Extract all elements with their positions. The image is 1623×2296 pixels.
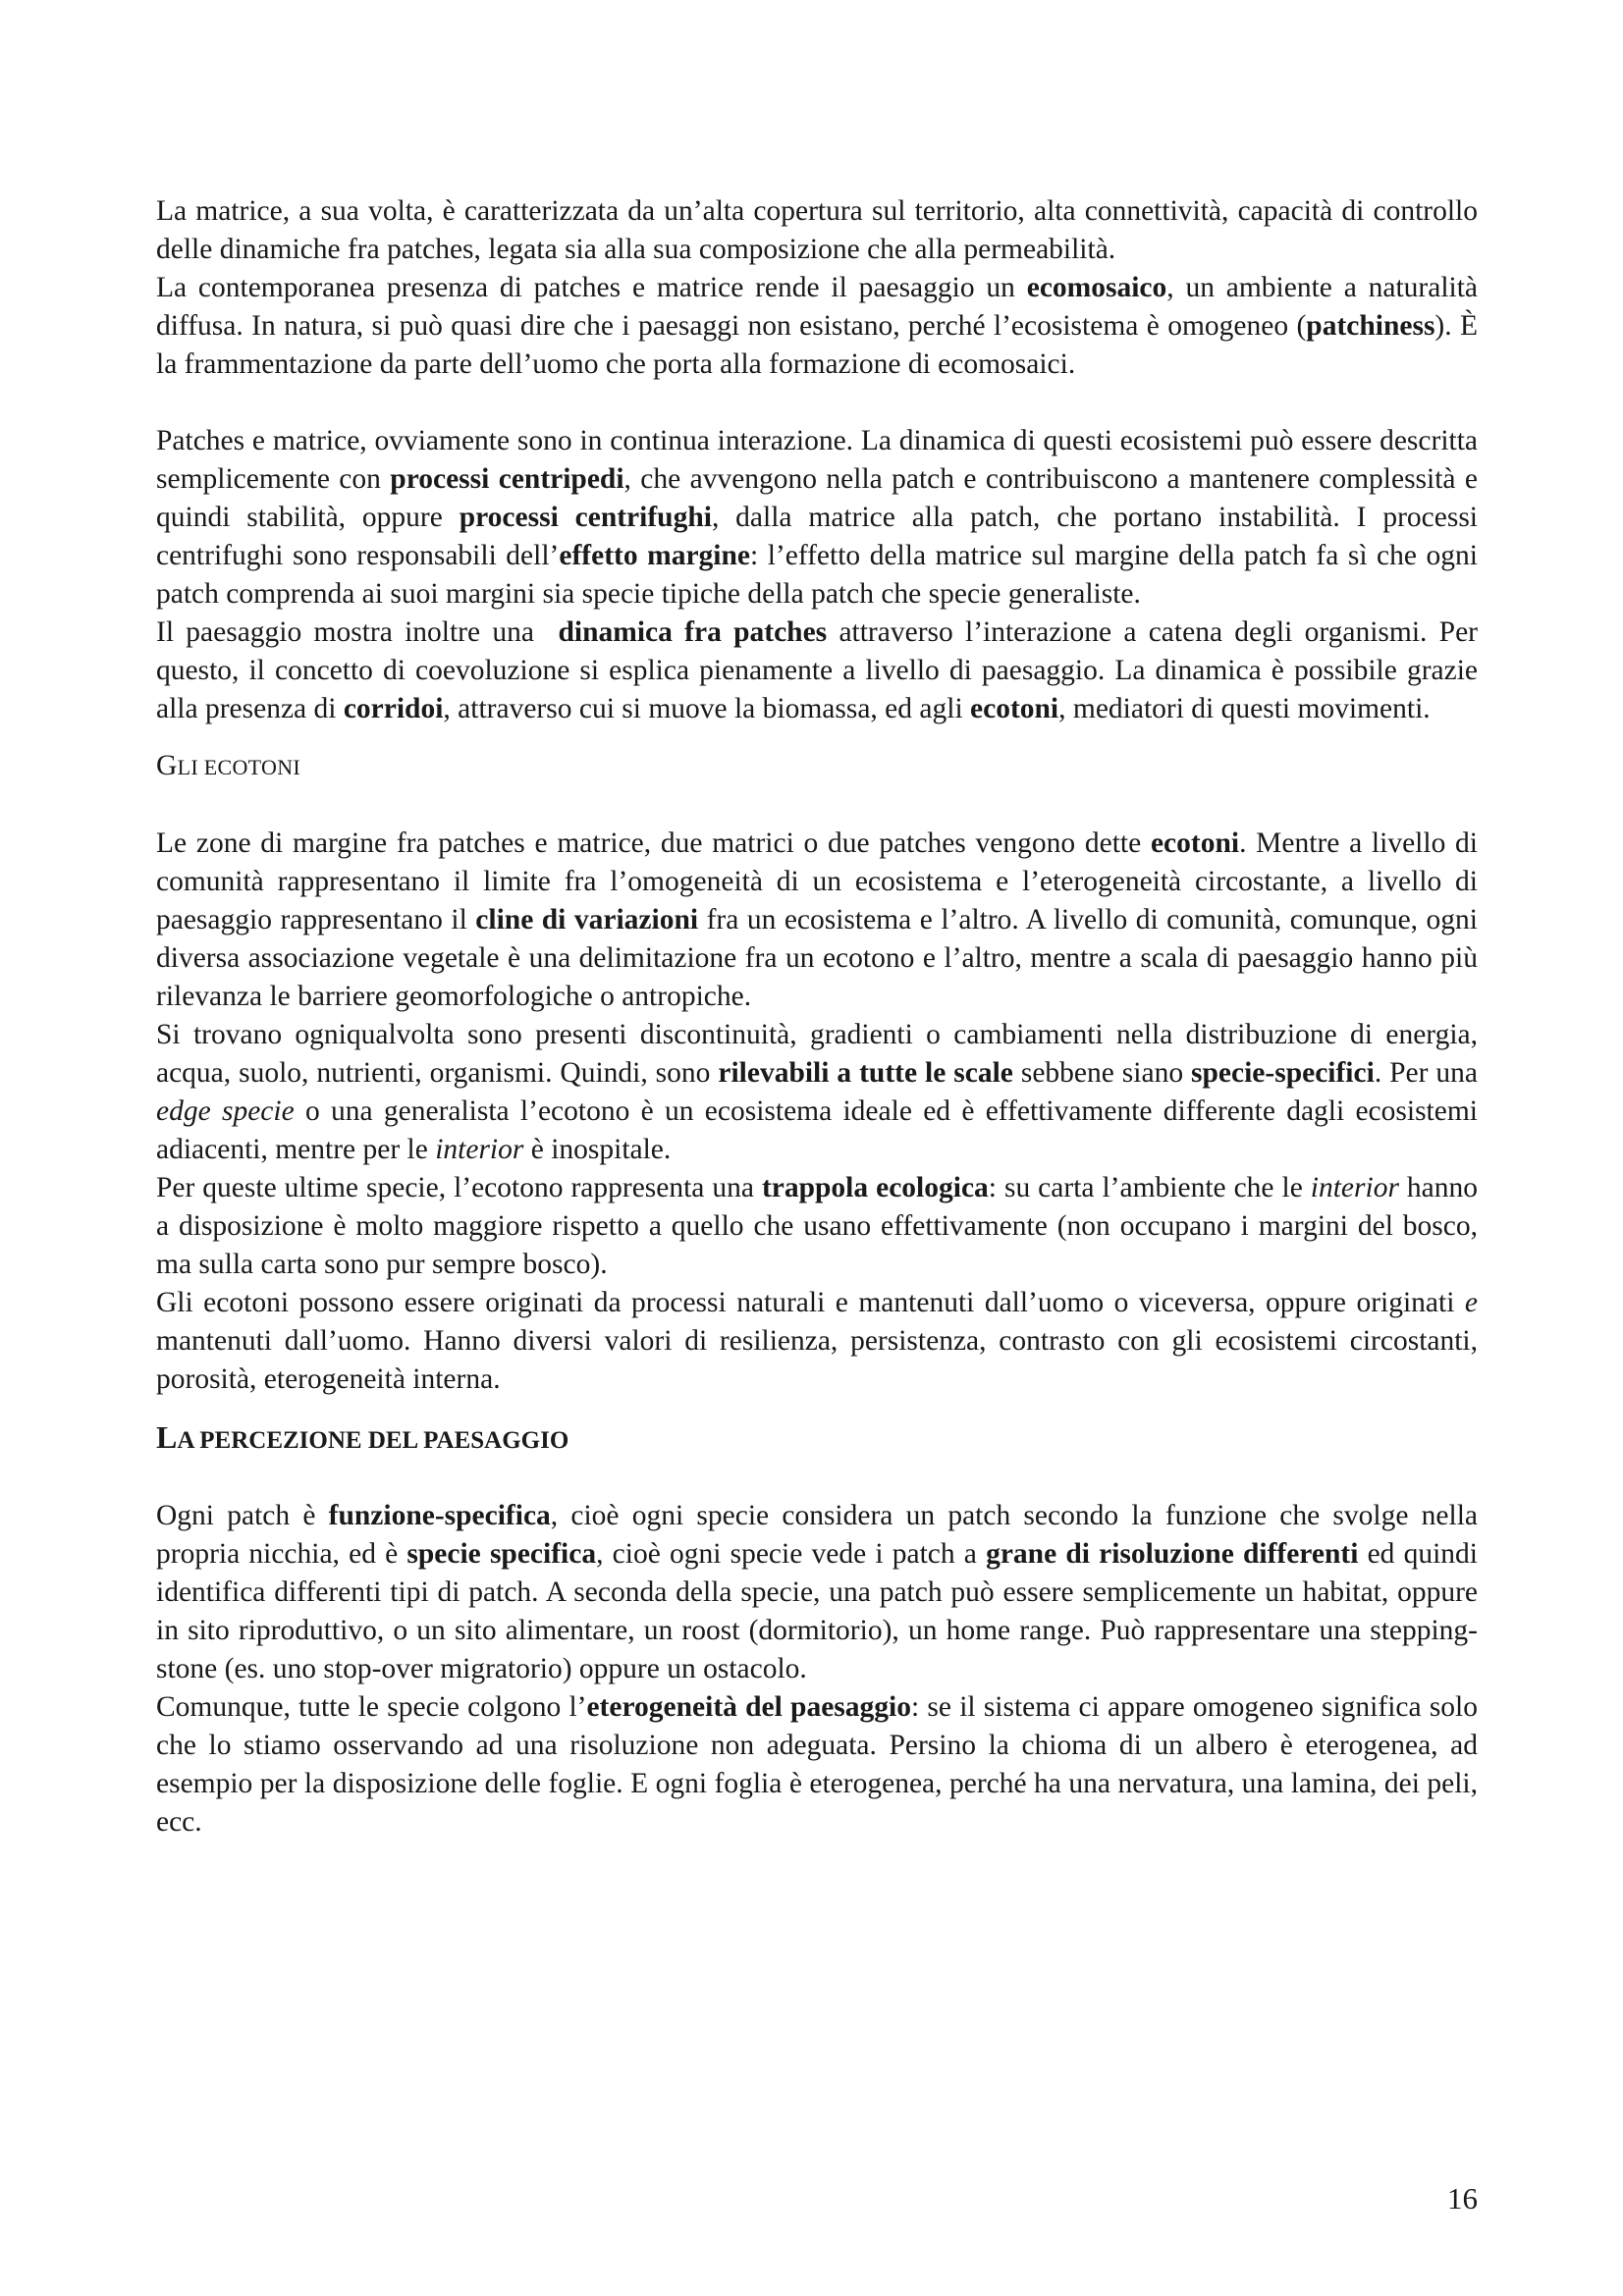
text: Ogni patch è [156,1500,329,1531]
term-corridoi: corridoi [343,693,444,724]
term-ecotoni: ecotoni [1150,828,1240,859]
text: Gli ecotoni possono essere originati da processi naturali e mantenuti dall’uomo o viceversa, oppure originati [156,1287,1465,1318]
text: Le zone di margine fra patches e matrice, due matrici o due patches vengono dette [156,828,1151,859]
text: La contemporanea presenza di patches e matrice rende il paesaggio un [156,272,1027,303]
paragraph-ecomosaico [156,269,1478,384]
text: : l’effetto della matrice sul margine della patch fa sì che ogni patch comprenda ai suoi margini sia specie tipiche della patch che specie generaliste. [156,540,1478,610]
text: , cioè ogni specie vede i patch a [596,1538,987,1570]
text: , un ambiente a naturalità diffusa. In natura, si può quasi dire che i paesaggi non esistano, perché l’ecosistema è omogeneo ( [156,272,1478,342]
paragraph-funzione-specifica [156,1497,1478,1688]
term-grane-di-risoluzione: grane di risoluzione differenti [986,1538,1359,1570]
text: ed quindi identifica differenti tipi di patch. A seconda della specie, una patch può essere semplicemente un habitat, oppure in sito riproduttivo, o un sito alimentare, un roost (dormitorio), un home range. Può rappresentare una stepping-stone (es. uno stop-over migratorio) oppure un ostacolo. [156,1538,1478,1684]
text: mantenuti dall’uomo. Hanno diversi valori di resilienza, persistenza, contrasto con gli ecosistemi circostanti, porosità, eterogeneità interna. [156,1325,1478,1395]
text: , dalla matrice alla patch, che portano instabilità. I processi centrifughi sono responsabili dell’ [156,502,1479,571]
text: hanno a disposizione è molto maggiore rispetto a quello che usano effettivamente (non occupano i margini del bosco, ma sulla carta sono pur sempre bosco). [156,1172,1479,1280]
text: sebbene siano [1012,1057,1192,1089]
text: , cioè ogni specie considera un patch secondo la funzione che svolge nella propria nicchia, ed è [156,1500,1478,1570]
term-processi-centrifughi: processi centrifughi [459,502,712,533]
term-edge-specie: edge specie [156,1095,295,1127]
term-trappola-ecologica: trappola ecologica [761,1172,989,1203]
text: o una generalista l’ecotono è un ecosistema ideale ed è effettivamente differente dagli ecosistemi adiacenti, mentre per le [156,1095,1478,1165]
text: : se il sistema ci appare omogeneo significa solo che lo stiamo osservando ad una risoluzione non adeguata. Persino la chioma di un albero è eterogenea, ad esempio per la disposizione delle foglie. E ogni foglia è eterogenea, perché ha una nervatura, una lamina, dei peli, ecc. [156,1691,1478,1838]
text: attraverso l’interazione a catena degli organismi. Per questo, il concetto di coevoluzione si esplica pienamente a livello di paesaggio. La dinamica è possibile grazie alla presenza di [156,616,1478,724]
paragraph-interazione [156,422,1478,614]
term-e: e [1464,1287,1478,1318]
text: fra un ecosistema e l’altro. A livello di comunità, comunque, ogni diversa associazione vegetale è una delimitazione fra un ecotono e l’altro, mentre a scala di paesaggio hanno più rilevanza le barriere geomorfologiche o antropiche. [156,904,1478,1012]
term-cline-di-variazioni: cline di variazioni [475,904,699,935]
text: . Mentre a livello di comunità rappresentano il limite fra l’omogeneità di un ecosistema e l’eterogeneità circostante, a livello di paesaggio rappresentano il [156,828,1478,935]
text: , che avvengono nella patch e contribuiscono a mantenere complessità e quindi stabilità, oppure [156,463,1478,533]
text: : su carta l’ambiente che le [988,1172,1311,1203]
paragraph-discontinuita [156,1016,1478,1169]
text: Per queste ultime specie, l’ecotono rappresenta una [156,1172,762,1203]
text: , attraverso cui si muove la biomassa, ed agli [443,693,971,724]
term-specie-specifici: specie-specifici [1191,1057,1375,1089]
paragraph-origine [156,1284,1478,1399]
paragraph-matrice [156,192,1478,269]
term-dinamica-fra-patches: dinamica fra patches [558,616,828,648]
section-heading-percezione [156,1418,1478,1460]
term-effetto-margine: effetto margine [559,540,750,571]
term-rilevabili: rilevabili a tutte le scale [718,1057,1013,1089]
term-eterogeneita: eterogeneità del paesaggio [586,1691,911,1723]
term-processi-centripedi: processi centripedi [390,463,624,495]
text: è inospitale. [523,1134,672,1165]
term-ecomosaico: ecomosaico [1026,272,1167,303]
paragraph-dinamica [156,614,1478,728]
text: . Per una [1374,1057,1479,1089]
paragraph-trappola [156,1169,1478,1284]
text: Patches e matrice, ovviamente sono in continua interazione. La dinamica di questi ecosistemi può essere descritta semplicemente con [156,425,1478,495]
text: La matrice, a sua volta, è caratterizzata da un’alta copertura sul territorio, alta connettività, capacità di controllo delle dinamiche fra patches, legata sia alla sua composizione che alla permeabilità. [156,195,1478,265]
heading-rest: LI ECOTONI [177,755,301,779]
section-heading-gli-ecotoni [156,747,1478,786]
heading-initial: L [156,1419,178,1455]
spacer [156,384,1478,422]
text: Si trovano ogniqualvolta sono presenti discontinuità, gradienti o cambiamenti nella distribuzione di energia, acqua, suolo, nutrienti, organismi. Quindi, sono [156,1019,1478,1089]
text: ). È la frammentazione da parte dell’uomo che porta alla formazione di ecomosaici. [156,310,1479,380]
heading-initial: G [156,750,178,781]
text: Comunque, tutte le specie colgono l’ [156,1691,587,1723]
term-interior: interior [435,1134,524,1165]
paragraph-eterogeneita [156,1688,1478,1842]
term-ecotoni: ecotoni [970,693,1059,724]
term-patchiness: patchiness [1306,310,1435,342]
page-number: 16 [1447,2181,1478,2216]
term-funzione-specifica: funzione-specifica [328,1500,551,1531]
text: , mediatori di questi movimenti. [1058,693,1431,724]
term-specie-specifica: specie specifica [406,1538,597,1570]
term-interior: interior [1310,1172,1399,1203]
text: Il paesaggio mostra inoltre una [156,616,559,648]
page-content [156,192,1478,1842]
heading-rest: A PERCEZIONE DEL PAESAGGIO [177,1427,569,1454]
paragraph-zone-margine [156,825,1478,1016]
